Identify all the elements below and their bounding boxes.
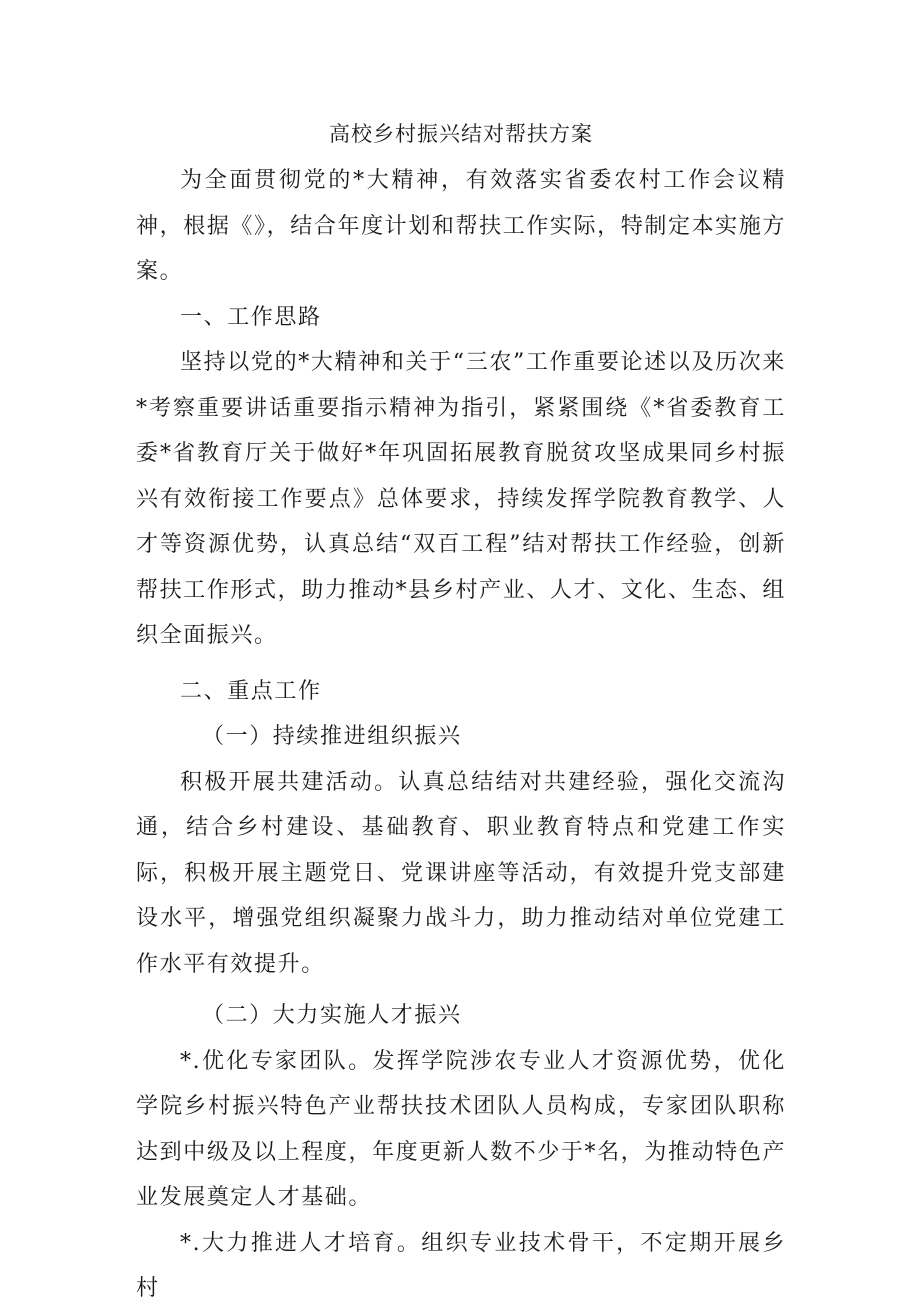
section-1-heading: 一、工作思路 (180, 304, 322, 330)
document-title: 高校乡村振兴结对帮扶方案 (329, 122, 593, 146)
subsection-1-heading: （一）持续推进组织振兴 (202, 724, 462, 749)
document-page (136, 112, 786, 1312)
subsection-2-heading: （二）大力实施人才振兴 (202, 1003, 462, 1028)
section-2-heading: 二、重点工作 (180, 678, 322, 704)
subsection-2-item-1: *.优化专家团队。发挥学院涉农专业人才资源优势，优化学院乡村振兴特色产业帮扶技术团队人员构成，专家团队职称达到中级及以上程度，年度更新人数不少于*名，为推动特色产业发展奠定人才基础。 (136, 1048, 786, 1210)
intro-paragraph: 为全面贯彻党的*大精神，有效落实省委农村工作会议精神，根据《》，结合年度计划和帮扶工作实际，特制定本实施方案。 (136, 168, 786, 284)
section-1-paragraph: 坚持以党的*大精神和关于“三农”工作重要论述以及历次来*考察重要讲话重要指示精神为指引，紧紧围绕《*省委教育工委*省教育厅关于做好*年巩固拓展教育脱贫攻坚成果同乡村振兴有效衔接工作要点》总体要求，持续发挥学院教育教学、人才等资源优势，认真总结“双百工程”结对帮扶工作经验，创新帮扶工作形式，助力推动*县乡村产业、人才、文化、生态、组织全面振兴。 (136, 350, 786, 648)
subsection-2-item-2: *.大力推进人才培育。组织专业技术骨干，不定期开展乡村 (136, 1230, 786, 1301)
subsection-1-paragraph: 积极开展共建活动。认真总结结对共建经验，强化交流沟通，结合乡村建设、基础教育、职业教育特点和党建工作实际，积极开展主题党日、党课讲座等活动，有效提升党支部建设水平，增强党组织凝聚力战斗力，助力推动结对单位党建工作水平有效提升。 (136, 769, 786, 977)
